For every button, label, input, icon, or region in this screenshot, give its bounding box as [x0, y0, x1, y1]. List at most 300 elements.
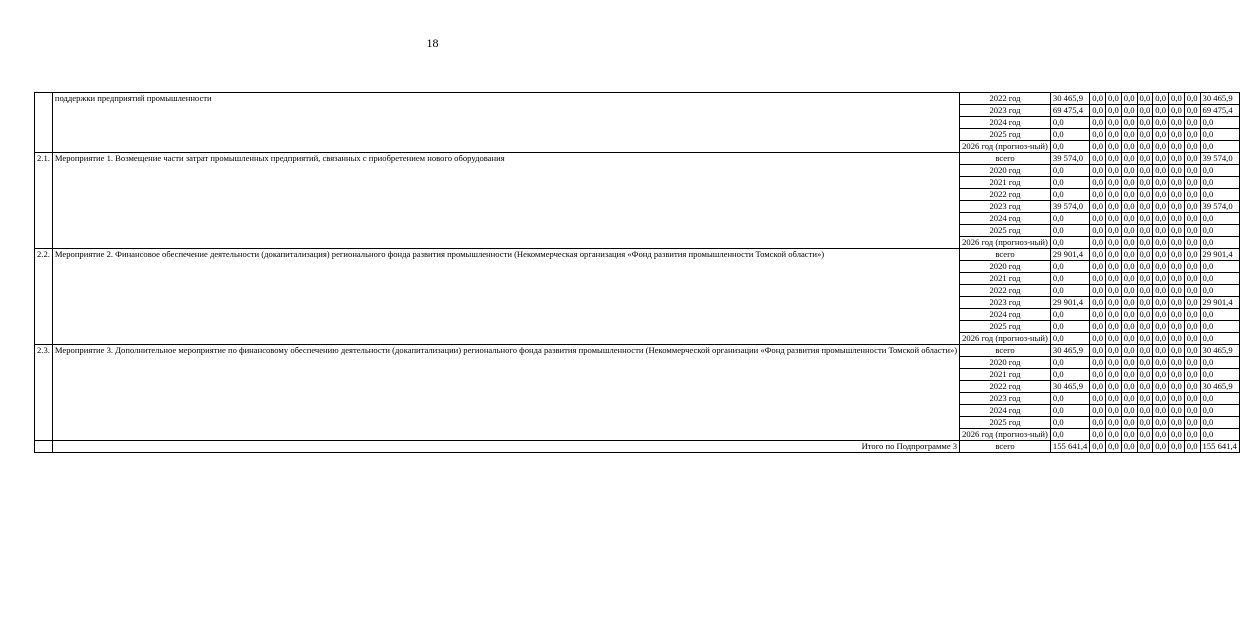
value-cell: 0,0 — [1153, 369, 1169, 381]
value-cell: 0,0 — [1050, 117, 1089, 129]
value-cell: 0,0 — [1106, 93, 1122, 105]
value-cell: 0,0 — [1200, 417, 1239, 429]
value-cell: 0,0 — [1200, 189, 1239, 201]
value-cell: 0,0 — [1090, 177, 1106, 189]
total-code-cell — [35, 441, 53, 453]
year-cell: всего — [960, 441, 1051, 453]
year-cell: 2024 год — [960, 309, 1051, 321]
value-cell: 0,0 — [1050, 429, 1089, 441]
year-cell: всего — [960, 249, 1051, 261]
value-cell: 0,0 — [1169, 237, 1185, 249]
table-body — [35, 93, 1240, 453]
value-cell: 0,0 — [1137, 153, 1153, 165]
value-cell: 0,0 — [1184, 405, 1200, 417]
item-code: 2.3. — [35, 345, 53, 441]
value-cell: 0,0 — [1090, 201, 1106, 213]
value-cell: 0,0 — [1200, 321, 1239, 333]
value-cell: 0,0 — [1200, 165, 1239, 177]
value-cell: 0,0 — [1153, 189, 1169, 201]
value-cell: 0,0 — [1121, 273, 1137, 285]
value-cell: 29 901,4 — [1050, 249, 1089, 261]
value-cell: 0,0 — [1106, 441, 1122, 453]
value-cell: 0,0 — [1121, 357, 1137, 369]
value-cell: 0,0 — [1106, 405, 1122, 417]
value-cell: 0,0 — [1090, 249, 1106, 261]
value-cell: 0,0 — [1090, 273, 1106, 285]
value-cell: 0,0 — [1106, 369, 1122, 381]
value-cell: 0,0 — [1090, 153, 1106, 165]
value-cell: 0,0 — [1106, 237, 1122, 249]
item-name: Мероприятие 1. Возмещение части затрат промышленных предприятий, связанных с приобретением нового оборудования — [52, 153, 959, 249]
value-cell: 0,0 — [1200, 429, 1239, 441]
value-cell: 29 901,4 — [1050, 297, 1089, 309]
year-cell: 2021 год — [960, 273, 1051, 285]
budget-table — [34, 92, 1240, 453]
year-cell: 2026 год (прогноз-ный) — [960, 429, 1051, 441]
value-cell: 0,0 — [1106, 297, 1122, 309]
value-cell: 0,0 — [1153, 117, 1169, 129]
year-cell: 2022 год — [960, 189, 1051, 201]
value-cell: 0,0 — [1153, 417, 1169, 429]
value-cell: 0,0 — [1184, 261, 1200, 273]
value-cell: 0,0 — [1169, 249, 1185, 261]
value-cell: 0,0 — [1137, 165, 1153, 177]
value-cell: 0,0 — [1200, 225, 1239, 237]
value-cell: 0,0 — [1169, 393, 1185, 405]
value-cell: 0,0 — [1169, 129, 1185, 141]
value-cell: 0,0 — [1050, 237, 1089, 249]
value-cell: 0,0 — [1137, 225, 1153, 237]
value-cell: 0,0 — [1106, 105, 1122, 117]
value-cell: 0,0 — [1200, 273, 1239, 285]
value-cell: 0,0 — [1169, 105, 1185, 117]
value-cell: 0,0 — [1121, 201, 1137, 213]
value-cell: 0,0 — [1050, 321, 1089, 333]
value-cell: 0,0 — [1050, 333, 1089, 345]
value-cell: 0,0 — [1137, 129, 1153, 141]
value-cell: 0,0 — [1121, 129, 1137, 141]
value-cell: 0,0 — [1121, 309, 1137, 321]
value-cell: 0,0 — [1121, 153, 1137, 165]
value-cell: 0,0 — [1090, 105, 1106, 117]
value-cell: 0,0 — [1050, 129, 1089, 141]
value-cell: 0,0 — [1050, 393, 1089, 405]
value-cell: 0,0 — [1137, 345, 1153, 357]
value-cell: 0,0 — [1121, 213, 1137, 225]
value-cell: 30 465,9 — [1050, 381, 1089, 393]
value-cell: 0,0 — [1153, 309, 1169, 321]
value-cell: 0,0 — [1090, 93, 1106, 105]
value-cell: 0,0 — [1090, 321, 1106, 333]
year-cell: 2024 год — [960, 213, 1051, 225]
value-cell: 0,0 — [1106, 321, 1122, 333]
value-cell: 0,0 — [1184, 105, 1200, 117]
value-cell: 0,0 — [1050, 213, 1089, 225]
year-cell: 2020 год — [960, 165, 1051, 177]
value-cell: 0,0 — [1153, 273, 1169, 285]
value-cell: 0,0 — [1090, 165, 1106, 177]
value-cell: 0,0 — [1184, 153, 1200, 165]
value-cell: 0,0 — [1200, 129, 1239, 141]
value-cell: 30 465,9 — [1050, 345, 1089, 357]
item-code: 2.2. — [35, 249, 53, 345]
year-cell: 2021 год — [960, 177, 1051, 189]
value-cell: 0,0 — [1106, 201, 1122, 213]
value-cell: 0,0 — [1090, 225, 1106, 237]
value-cell: 0,0 — [1153, 225, 1169, 237]
value-cell: 0,0 — [1169, 189, 1185, 201]
value-cell: 0,0 — [1153, 177, 1169, 189]
value-cell: 0,0 — [1106, 393, 1122, 405]
value-cell: 0,0 — [1200, 213, 1239, 225]
year-cell: 2023 год — [960, 393, 1051, 405]
year-cell: 2021 год — [960, 369, 1051, 381]
value-cell: 0,0 — [1090, 405, 1106, 417]
value-cell: 0,0 — [1106, 417, 1122, 429]
value-cell: 0,0 — [1169, 141, 1185, 153]
value-cell: 0,0 — [1184, 321, 1200, 333]
value-cell: 0,0 — [1090, 261, 1106, 273]
value-cell: 0,0 — [1184, 93, 1200, 105]
value-cell: 0,0 — [1090, 213, 1106, 225]
value-cell: 0,0 — [1153, 201, 1169, 213]
total-label: Итого по Подпрограмме 3 — [52, 441, 959, 453]
value-cell: 0,0 — [1137, 213, 1153, 225]
value-cell: 0,0 — [1050, 225, 1089, 237]
value-cell: 0,0 — [1169, 285, 1185, 297]
value-cell: 0,0 — [1184, 201, 1200, 213]
value-cell: 0,0 — [1200, 261, 1239, 273]
value-cell: 0,0 — [1121, 105, 1137, 117]
value-cell: 0,0 — [1153, 357, 1169, 369]
value-cell: 0,0 — [1153, 141, 1169, 153]
value-cell: 0,0 — [1184, 189, 1200, 201]
value-cell: 0,0 — [1121, 189, 1137, 201]
value-cell: 0,0 — [1184, 165, 1200, 177]
value-cell: 0,0 — [1090, 285, 1106, 297]
year-cell: 2025 год — [960, 225, 1051, 237]
value-cell: 0,0 — [1106, 213, 1122, 225]
table-row — [35, 153, 1240, 165]
value-cell: 0,0 — [1106, 177, 1122, 189]
value-cell: 0,0 — [1184, 129, 1200, 141]
value-cell: 0,0 — [1184, 417, 1200, 429]
value-cell: 0,0 — [1153, 105, 1169, 117]
value-cell: 0,0 — [1121, 441, 1137, 453]
value-cell: 0,0 — [1169, 117, 1185, 129]
value-cell: 0,0 — [1153, 441, 1169, 453]
year-cell: 2020 год — [960, 357, 1051, 369]
value-cell: 0,0 — [1090, 357, 1106, 369]
value-cell: 0,0 — [1090, 381, 1106, 393]
value-cell: 30 465,9 — [1050, 93, 1089, 105]
value-cell: 0,0 — [1169, 153, 1185, 165]
value-cell: 0,0 — [1106, 129, 1122, 141]
value-cell: 0,0 — [1121, 297, 1137, 309]
value-cell: 0,0 — [1169, 213, 1185, 225]
value-cell: 0,0 — [1153, 249, 1169, 261]
value-cell: 30 465,9 — [1200, 93, 1239, 105]
value-cell: 0,0 — [1184, 117, 1200, 129]
value-cell: 0,0 — [1050, 189, 1089, 201]
value-cell: 0,0 — [1169, 381, 1185, 393]
value-cell: 0,0 — [1121, 393, 1137, 405]
value-cell: 0,0 — [1153, 321, 1169, 333]
value-cell: 0,0 — [1090, 441, 1106, 453]
value-cell: 39 574,0 — [1200, 153, 1239, 165]
value-cell: 0,0 — [1169, 417, 1185, 429]
value-cell: 0,0 — [1153, 345, 1169, 357]
value-cell: 0,0 — [1050, 141, 1089, 153]
year-cell: 2020 год — [960, 261, 1051, 273]
value-cell: 0,0 — [1121, 117, 1137, 129]
table-row — [35, 345, 1240, 357]
value-cell: 29 901,4 — [1200, 249, 1239, 261]
year-cell: 2023 год — [960, 297, 1051, 309]
value-cell: 0,0 — [1090, 117, 1106, 129]
value-cell: 0,0 — [1169, 405, 1185, 417]
value-cell: 0,0 — [1050, 309, 1089, 321]
value-cell: 69 475,4 — [1200, 105, 1239, 117]
value-cell: 0,0 — [1153, 153, 1169, 165]
value-cell: 0,0 — [1169, 93, 1185, 105]
value-cell: 0,0 — [1184, 141, 1200, 153]
value-cell: 0,0 — [1106, 309, 1122, 321]
value-cell: 0,0 — [1184, 237, 1200, 249]
value-cell: 0,0 — [1137, 273, 1153, 285]
value-cell: 0,0 — [1050, 405, 1089, 417]
year-cell: 2025 год — [960, 321, 1051, 333]
value-cell: 0,0 — [1169, 165, 1185, 177]
item-name: Мероприятие 3. Дополнительное мероприятие по финансовому обеспечению деятельности (докапитализации) регионального фонда развития промышленности (Некоммерческой организации «Фонд развития промышленности Томской области») — [52, 345, 959, 441]
value-cell: 0,0 — [1184, 369, 1200, 381]
value-cell: 0,0 — [1137, 93, 1153, 105]
value-cell: 0,0 — [1137, 249, 1153, 261]
value-cell: 0,0 — [1184, 225, 1200, 237]
value-cell: 0,0 — [1200, 177, 1239, 189]
value-cell: 0,0 — [1106, 165, 1122, 177]
value-cell: 0,0 — [1121, 141, 1137, 153]
value-cell: 0,0 — [1121, 177, 1137, 189]
value-cell: 0,0 — [1090, 189, 1106, 201]
value-cell: 0,0 — [1184, 177, 1200, 189]
value-cell: 0,0 — [1137, 117, 1153, 129]
value-cell: 0,0 — [1090, 237, 1106, 249]
value-cell: 0,0 — [1169, 201, 1185, 213]
value-cell: 0,0 — [1184, 393, 1200, 405]
value-cell: 29 901,4 — [1200, 297, 1239, 309]
value-cell: 0,0 — [1121, 321, 1137, 333]
value-cell: 0,0 — [1153, 393, 1169, 405]
value-cell: 0,0 — [1200, 369, 1239, 381]
value-cell: 0,0 — [1050, 177, 1089, 189]
value-cell: 0,0 — [1137, 309, 1153, 321]
value-cell: 0,0 — [1106, 153, 1122, 165]
year-cell: 2025 год — [960, 129, 1051, 141]
value-cell: 0,0 — [1121, 93, 1137, 105]
value-cell: 0,0 — [1137, 177, 1153, 189]
value-cell: 0,0 — [1169, 177, 1185, 189]
value-cell: 0,0 — [1121, 237, 1137, 249]
value-cell: 0,0 — [1121, 345, 1137, 357]
value-cell: 0,0 — [1184, 333, 1200, 345]
value-cell: 0,0 — [1200, 141, 1239, 153]
value-cell: 0,0 — [1169, 297, 1185, 309]
value-cell: 0,0 — [1137, 237, 1153, 249]
value-cell: 0,0 — [1121, 429, 1137, 441]
value-cell: 0,0 — [1184, 273, 1200, 285]
value-cell: 155 641,4 — [1200, 441, 1239, 453]
value-cell: 0,0 — [1106, 189, 1122, 201]
value-cell: 0,0 — [1050, 261, 1089, 273]
year-cell: 2022 год — [960, 285, 1051, 297]
value-cell: 0,0 — [1121, 405, 1137, 417]
value-cell: 0,0 — [1184, 381, 1200, 393]
value-cell: 0,0 — [1153, 261, 1169, 273]
value-cell: 0,0 — [1137, 393, 1153, 405]
value-cell: 39 574,0 — [1200, 201, 1239, 213]
year-cell: 2023 год — [960, 105, 1051, 117]
value-cell: 69 475,4 — [1050, 105, 1089, 117]
value-cell: 0,0 — [1106, 273, 1122, 285]
value-cell: 0,0 — [1121, 249, 1137, 261]
value-cell: 0,0 — [1106, 261, 1122, 273]
value-cell: 155 641,4 — [1050, 441, 1089, 453]
value-cell: 39 574,0 — [1050, 153, 1089, 165]
value-cell: 0,0 — [1106, 381, 1122, 393]
value-cell: 0,0 — [1153, 297, 1169, 309]
value-cell: 0,0 — [1153, 333, 1169, 345]
value-cell: 0,0 — [1050, 369, 1089, 381]
value-cell: 0,0 — [1121, 369, 1137, 381]
value-cell: 0,0 — [1200, 405, 1239, 417]
value-cell: 0,0 — [1200, 237, 1239, 249]
year-cell: 2026 год (прогноз-ный) — [960, 141, 1051, 153]
value-cell: 0,0 — [1169, 273, 1185, 285]
value-cell: 0,0 — [1137, 285, 1153, 297]
value-cell: 0,0 — [1153, 129, 1169, 141]
value-cell: 0,0 — [1137, 333, 1153, 345]
item-name: поддержки предприятий промышленности — [52, 93, 959, 153]
page-number: 18 — [426, 36, 439, 50]
year-cell: 2026 год (прогноз-ный) — [960, 237, 1051, 249]
value-cell: 0,0 — [1050, 273, 1089, 285]
value-cell: 0,0 — [1090, 417, 1106, 429]
value-cell: 0,0 — [1200, 393, 1239, 405]
value-cell: 0,0 — [1169, 345, 1185, 357]
table-row — [35, 93, 1240, 105]
value-cell: 0,0 — [1184, 345, 1200, 357]
value-cell: 0,0 — [1121, 285, 1137, 297]
value-cell: 0,0 — [1137, 405, 1153, 417]
value-cell: 0,0 — [1169, 429, 1185, 441]
value-cell: 0,0 — [1153, 429, 1169, 441]
value-cell: 0,0 — [1121, 333, 1137, 345]
year-cell: 2026 год (прогноз-ный) — [960, 333, 1051, 345]
value-cell: 0,0 — [1106, 117, 1122, 129]
value-cell: 0,0 — [1050, 165, 1089, 177]
value-cell: 0,0 — [1090, 309, 1106, 321]
value-cell: 0,0 — [1090, 333, 1106, 345]
value-cell: 0,0 — [1090, 141, 1106, 153]
value-cell: 0,0 — [1169, 441, 1185, 453]
value-cell: 0,0 — [1184, 357, 1200, 369]
value-cell: 0,0 — [1106, 285, 1122, 297]
value-cell: 39 574,0 — [1050, 201, 1089, 213]
value-cell: 0,0 — [1137, 429, 1153, 441]
value-cell: 0,0 — [1153, 165, 1169, 177]
item-code — [35, 93, 53, 153]
total-row — [35, 441, 1240, 453]
value-cell: 0,0 — [1050, 285, 1089, 297]
value-cell: 0,0 — [1169, 333, 1185, 345]
value-cell: 0,0 — [1121, 417, 1137, 429]
value-cell: 0,0 — [1137, 189, 1153, 201]
value-cell: 0,0 — [1090, 369, 1106, 381]
value-cell: 0,0 — [1153, 405, 1169, 417]
value-cell: 0,0 — [1137, 201, 1153, 213]
value-cell: 0,0 — [1106, 345, 1122, 357]
value-cell: 0,0 — [1137, 141, 1153, 153]
value-cell: 0,0 — [1137, 441, 1153, 453]
value-cell: 0,0 — [1200, 357, 1239, 369]
value-cell: 0,0 — [1090, 297, 1106, 309]
value-cell: 0,0 — [1184, 309, 1200, 321]
value-cell: 0,0 — [1090, 393, 1106, 405]
value-cell: 0,0 — [1184, 297, 1200, 309]
value-cell: 0,0 — [1153, 237, 1169, 249]
value-cell: 0,0 — [1153, 381, 1169, 393]
value-cell: 30 465,9 — [1200, 381, 1239, 393]
value-cell: 0,0 — [1200, 117, 1239, 129]
year-cell: 2022 год — [960, 93, 1051, 105]
value-cell: 0,0 — [1184, 249, 1200, 261]
value-cell: 0,0 — [1106, 429, 1122, 441]
value-cell: 0,0 — [1106, 333, 1122, 345]
value-cell: 0,0 — [1137, 105, 1153, 117]
value-cell: 0,0 — [1050, 357, 1089, 369]
value-cell: 0,0 — [1153, 285, 1169, 297]
value-cell: 0,0 — [1169, 261, 1185, 273]
table-row — [35, 249, 1240, 261]
value-cell: 0,0 — [1153, 93, 1169, 105]
value-cell: 0,0 — [1153, 213, 1169, 225]
year-cell: 2024 год — [960, 117, 1051, 129]
value-cell: 0,0 — [1184, 441, 1200, 453]
value-cell: 0,0 — [1137, 321, 1153, 333]
value-cell: 0,0 — [1106, 357, 1122, 369]
year-cell: 2024 год — [960, 405, 1051, 417]
value-cell: 0,0 — [1106, 225, 1122, 237]
value-cell: 0,0 — [1121, 165, 1137, 177]
value-cell: 0,0 — [1200, 309, 1239, 321]
year-cell: всего — [960, 345, 1051, 357]
value-cell: 0,0 — [1137, 261, 1153, 273]
value-cell: 0,0 — [1200, 333, 1239, 345]
value-cell: 0,0 — [1184, 213, 1200, 225]
value-cell: 0,0 — [1184, 285, 1200, 297]
value-cell: 0,0 — [1137, 417, 1153, 429]
value-cell: 0,0 — [1169, 309, 1185, 321]
value-cell: 0,0 — [1090, 129, 1106, 141]
year-cell: 2022 год — [960, 381, 1051, 393]
value-cell: 0,0 — [1184, 429, 1200, 441]
value-cell: 0,0 — [1121, 225, 1137, 237]
value-cell: 0,0 — [1121, 381, 1137, 393]
value-cell: 0,0 — [1200, 285, 1239, 297]
value-cell: 0,0 — [1137, 297, 1153, 309]
value-cell: 0,0 — [1121, 261, 1137, 273]
